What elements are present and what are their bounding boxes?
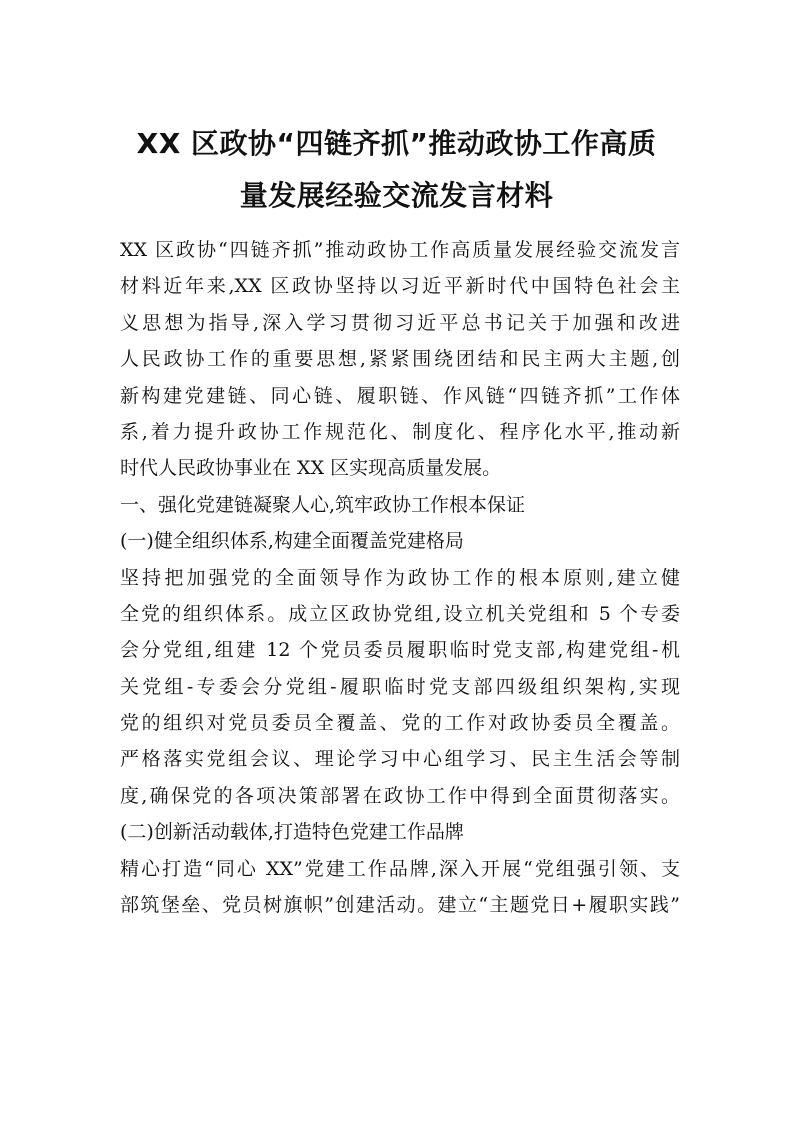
subsection-heading: (一)健全组织体系,构建全面覆盖党建格局 xyxy=(120,530,464,553)
section-heading: 一、强化党建链凝聚人心,筑牢政协工作根本保证 xyxy=(120,493,526,516)
body-line: 时代人民政协事业在 XX 区实现高质量发展。 xyxy=(120,457,502,480)
body-line: 部筑堡垒、党员树旗帜”创建活动。建立“主题党日+履职实践” xyxy=(120,894,680,917)
body-line: XX 区政协“四链齐抓”推动政协工作高质量发展经验交流发言 xyxy=(120,239,680,261)
body-line: 新构建党建链、同心链、履职链、作风链“四链齐抓”工作体 xyxy=(120,384,680,407)
body-line: 度,确保党的各项决策部署在政协工作中得到全面贯彻落实。 xyxy=(120,784,680,807)
body-line: 义思想为指导,深入学习贯彻习近平总书记关于加强和改进 xyxy=(120,311,680,334)
body-line: 严格落实党组会议、理论学习中心组学习、民主生活会等制 xyxy=(120,748,680,771)
body-line: 精心打造“同心 XX”党建工作品牌,深入开展“党组强引领、支 xyxy=(120,857,680,880)
body-line: 系,着力提升政协工作规范化、制度化、程序化水平,推动新 xyxy=(120,420,680,443)
body-line: 党的组织对党员委员全覆盖、党的工作对政协委员全覆盖。 xyxy=(120,712,680,735)
body-line: 全党的组织体系。成立区政协党组,设立机关党组和 5 个专委 xyxy=(120,602,680,625)
document-body xyxy=(120,232,680,923)
subsection-heading: (二)创新活动载体,打造特色党建工作品牌 xyxy=(120,821,464,844)
body-line: 会分党组,组建 12 个党员委员履职临时党支部,构建党组-机 xyxy=(120,639,680,662)
body-line: 关党组-专委会分党组-履职临时党支部四级组织架构,实现 xyxy=(120,675,680,698)
body-line: 材料近年来,XX 区政协坚持以习近平新时代中国特色社会主 xyxy=(120,275,680,298)
body-line: 坚持把加强党的全面领导作为政协工作的根本原则,建立健 xyxy=(120,566,680,589)
document-title-line-1: XX 区政协“四链齐抓”推动政协工作高质 xyxy=(136,127,657,160)
document-title-line-2: 量发展经验交流发言材料 xyxy=(239,179,554,212)
body-line: 人民政协工作的重要思想,紧紧围绕团结和民主两大主题,创 xyxy=(120,348,680,371)
